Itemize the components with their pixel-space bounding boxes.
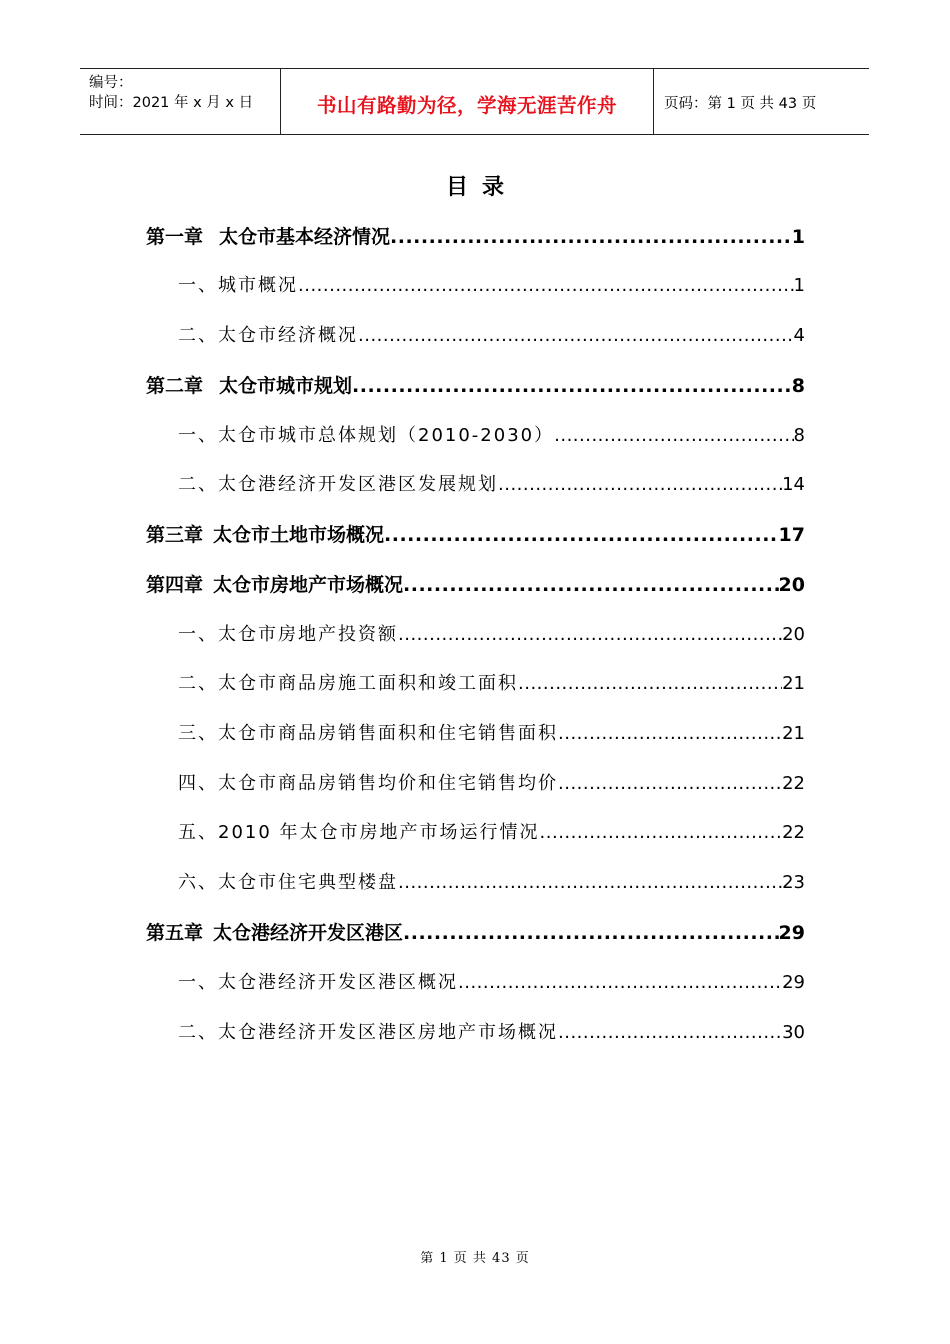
toc-entry-section[interactable] — [178, 271, 805, 299]
toc-page-number: 22 — [782, 773, 805, 794]
toc-chapter-title: 太仓港经济开发区港区 — [213, 922, 404, 944]
toc-page-number: 8 — [791, 375, 805, 397]
toc-entry-section[interactable] — [178, 968, 805, 996]
toc-chapter-number: 第一章 — [146, 226, 204, 248]
toc-entry-section[interactable] — [178, 719, 805, 747]
toc-section-title: 二、太仓港经济开发区港区房地产市场概况 — [178, 1022, 558, 1043]
toc-page-number: 20 — [778, 574, 805, 596]
toc-entry-section[interactable] — [178, 1018, 805, 1046]
toc-entry-section[interactable] — [178, 868, 805, 896]
toc-entry-section[interactable] — [178, 769, 805, 797]
toc-section-title: 二、太仓市经济概况 — [178, 325, 358, 346]
toc-page-number: 29 — [782, 972, 805, 993]
toc-dot-leader — [498, 474, 782, 495]
toc-section-title: 一、太仓港经济开发区港区概况 — [178, 972, 458, 993]
toc-section-title: 三、太仓市商品房销售面积和住宅销售面积 — [178, 723, 558, 744]
toc-section-title: 一、城市概况 — [178, 275, 298, 296]
toc-chapter-number: 第二章 — [146, 375, 204, 397]
toc-section-title: 二、太仓港经济开发区港区发展规划 — [178, 474, 498, 495]
toc-entry-chapter-3[interactable] — [146, 520, 805, 548]
toc-page-number: 21 — [782, 673, 805, 694]
header-page-info: 页码：第 1 页 共 43 页 — [664, 96, 817, 112]
toc-page-number: 21 — [782, 723, 805, 744]
toc-dot-leader — [558, 1022, 782, 1043]
toc-entry-label — [146, 371, 352, 398]
toc-page-number: 17 — [778, 524, 805, 546]
toc-dot-leader — [554, 425, 793, 446]
toc-entry-section[interactable] — [178, 620, 805, 648]
toc-page-number: 4 — [793, 325, 805, 346]
toc-entry-label — [146, 520, 384, 547]
toc-chapter-title: 太仓市城市规划 — [219, 375, 353, 397]
toc-section-title: 一、太仓市城市总体规划（2010-2030） — [178, 425, 555, 446]
toc-section-title: 四、太仓市商品房销售均价和住宅销售均价 — [178, 773, 558, 794]
toc-page-number: 20 — [782, 624, 805, 645]
toc-section-title: 六、太仓市住宅典型楼盘 — [178, 872, 398, 893]
toc-dot-leader — [558, 773, 782, 794]
toc-entry-chapter-2[interactable] — [146, 371, 805, 399]
toc-dot-leader — [384, 524, 779, 546]
toc-chapter-title: 太仓市房地产市场概况 — [213, 574, 404, 596]
document-date-label: 时间：2021 年 x 月 x 日 — [89, 95, 254, 111]
toc-dot-leader — [398, 624, 782, 645]
page-header — [80, 68, 869, 135]
toc-dot-leader — [558, 723, 782, 744]
toc-chapter-title: 太仓市基本经济情况 — [219, 226, 391, 248]
toc-dot-leader — [398, 872, 782, 893]
toc-section-title: 五、2010 年太仓市房地产市场运行情况 — [178, 822, 540, 843]
toc-entry-section[interactable] — [178, 470, 805, 498]
toc-page-number: 30 — [782, 1022, 805, 1043]
page-footer: 第 1 页 共 43 页 — [420, 1251, 530, 1266]
toc-chapter-title: 太仓市土地市场概况 — [213, 524, 385, 546]
toc-page-number: 1 — [791, 226, 805, 248]
toc-dot-leader — [540, 822, 783, 843]
toc-dot-leader — [298, 275, 794, 296]
toc-dot-leader — [403, 922, 779, 944]
toc-entry-section[interactable] — [178, 669, 805, 697]
toc-page-number: 8 — [793, 425, 805, 446]
toc-page-number: 22 — [782, 822, 805, 843]
toc-section-title: 一、太仓市房地产投资额 — [178, 624, 398, 645]
document-number-label: 编号： — [89, 75, 133, 91]
toc-page-number: 23 — [782, 872, 805, 893]
toc-section-title: 二、太仓市商品房施工面积和竣工面积 — [178, 673, 518, 694]
toc-entry-section[interactable] — [178, 421, 805, 449]
toc-entry-label — [146, 918, 403, 945]
toc-entry-chapter-1[interactable] — [146, 222, 805, 250]
toc-dot-leader — [358, 325, 794, 346]
toc-entry-chapter-5[interactable] — [146, 918, 805, 946]
header-meta-cell — [80, 69, 281, 134]
toc-page-number: 29 — [778, 922, 805, 944]
toc-chapter-number: 第五章 — [146, 922, 204, 944]
toc-entry-chapter-4[interactable] — [146, 570, 805, 598]
toc-dot-leader — [518, 673, 782, 694]
toc-page-number: 14 — [782, 474, 805, 495]
header-motto: 书山有路勤为径，学海无涯苦作舟 — [281, 69, 654, 134]
toc-chapter-number: 第三章 — [146, 524, 204, 546]
toc-dot-leader — [403, 574, 779, 596]
toc-chapter-number: 第四章 — [146, 574, 204, 596]
toc-entry-section[interactable] — [178, 818, 805, 846]
toc-title: 目录 — [445, 175, 518, 200]
toc-dot-leader — [458, 972, 782, 993]
toc-dot-leader — [390, 226, 792, 248]
toc-entry-label — [146, 222, 390, 249]
toc-dot-leader — [352, 375, 792, 397]
toc-page-number: 1 — [793, 275, 805, 296]
toc-entry-label — [146, 570, 403, 597]
toc-entry-section[interactable] — [178, 321, 805, 349]
